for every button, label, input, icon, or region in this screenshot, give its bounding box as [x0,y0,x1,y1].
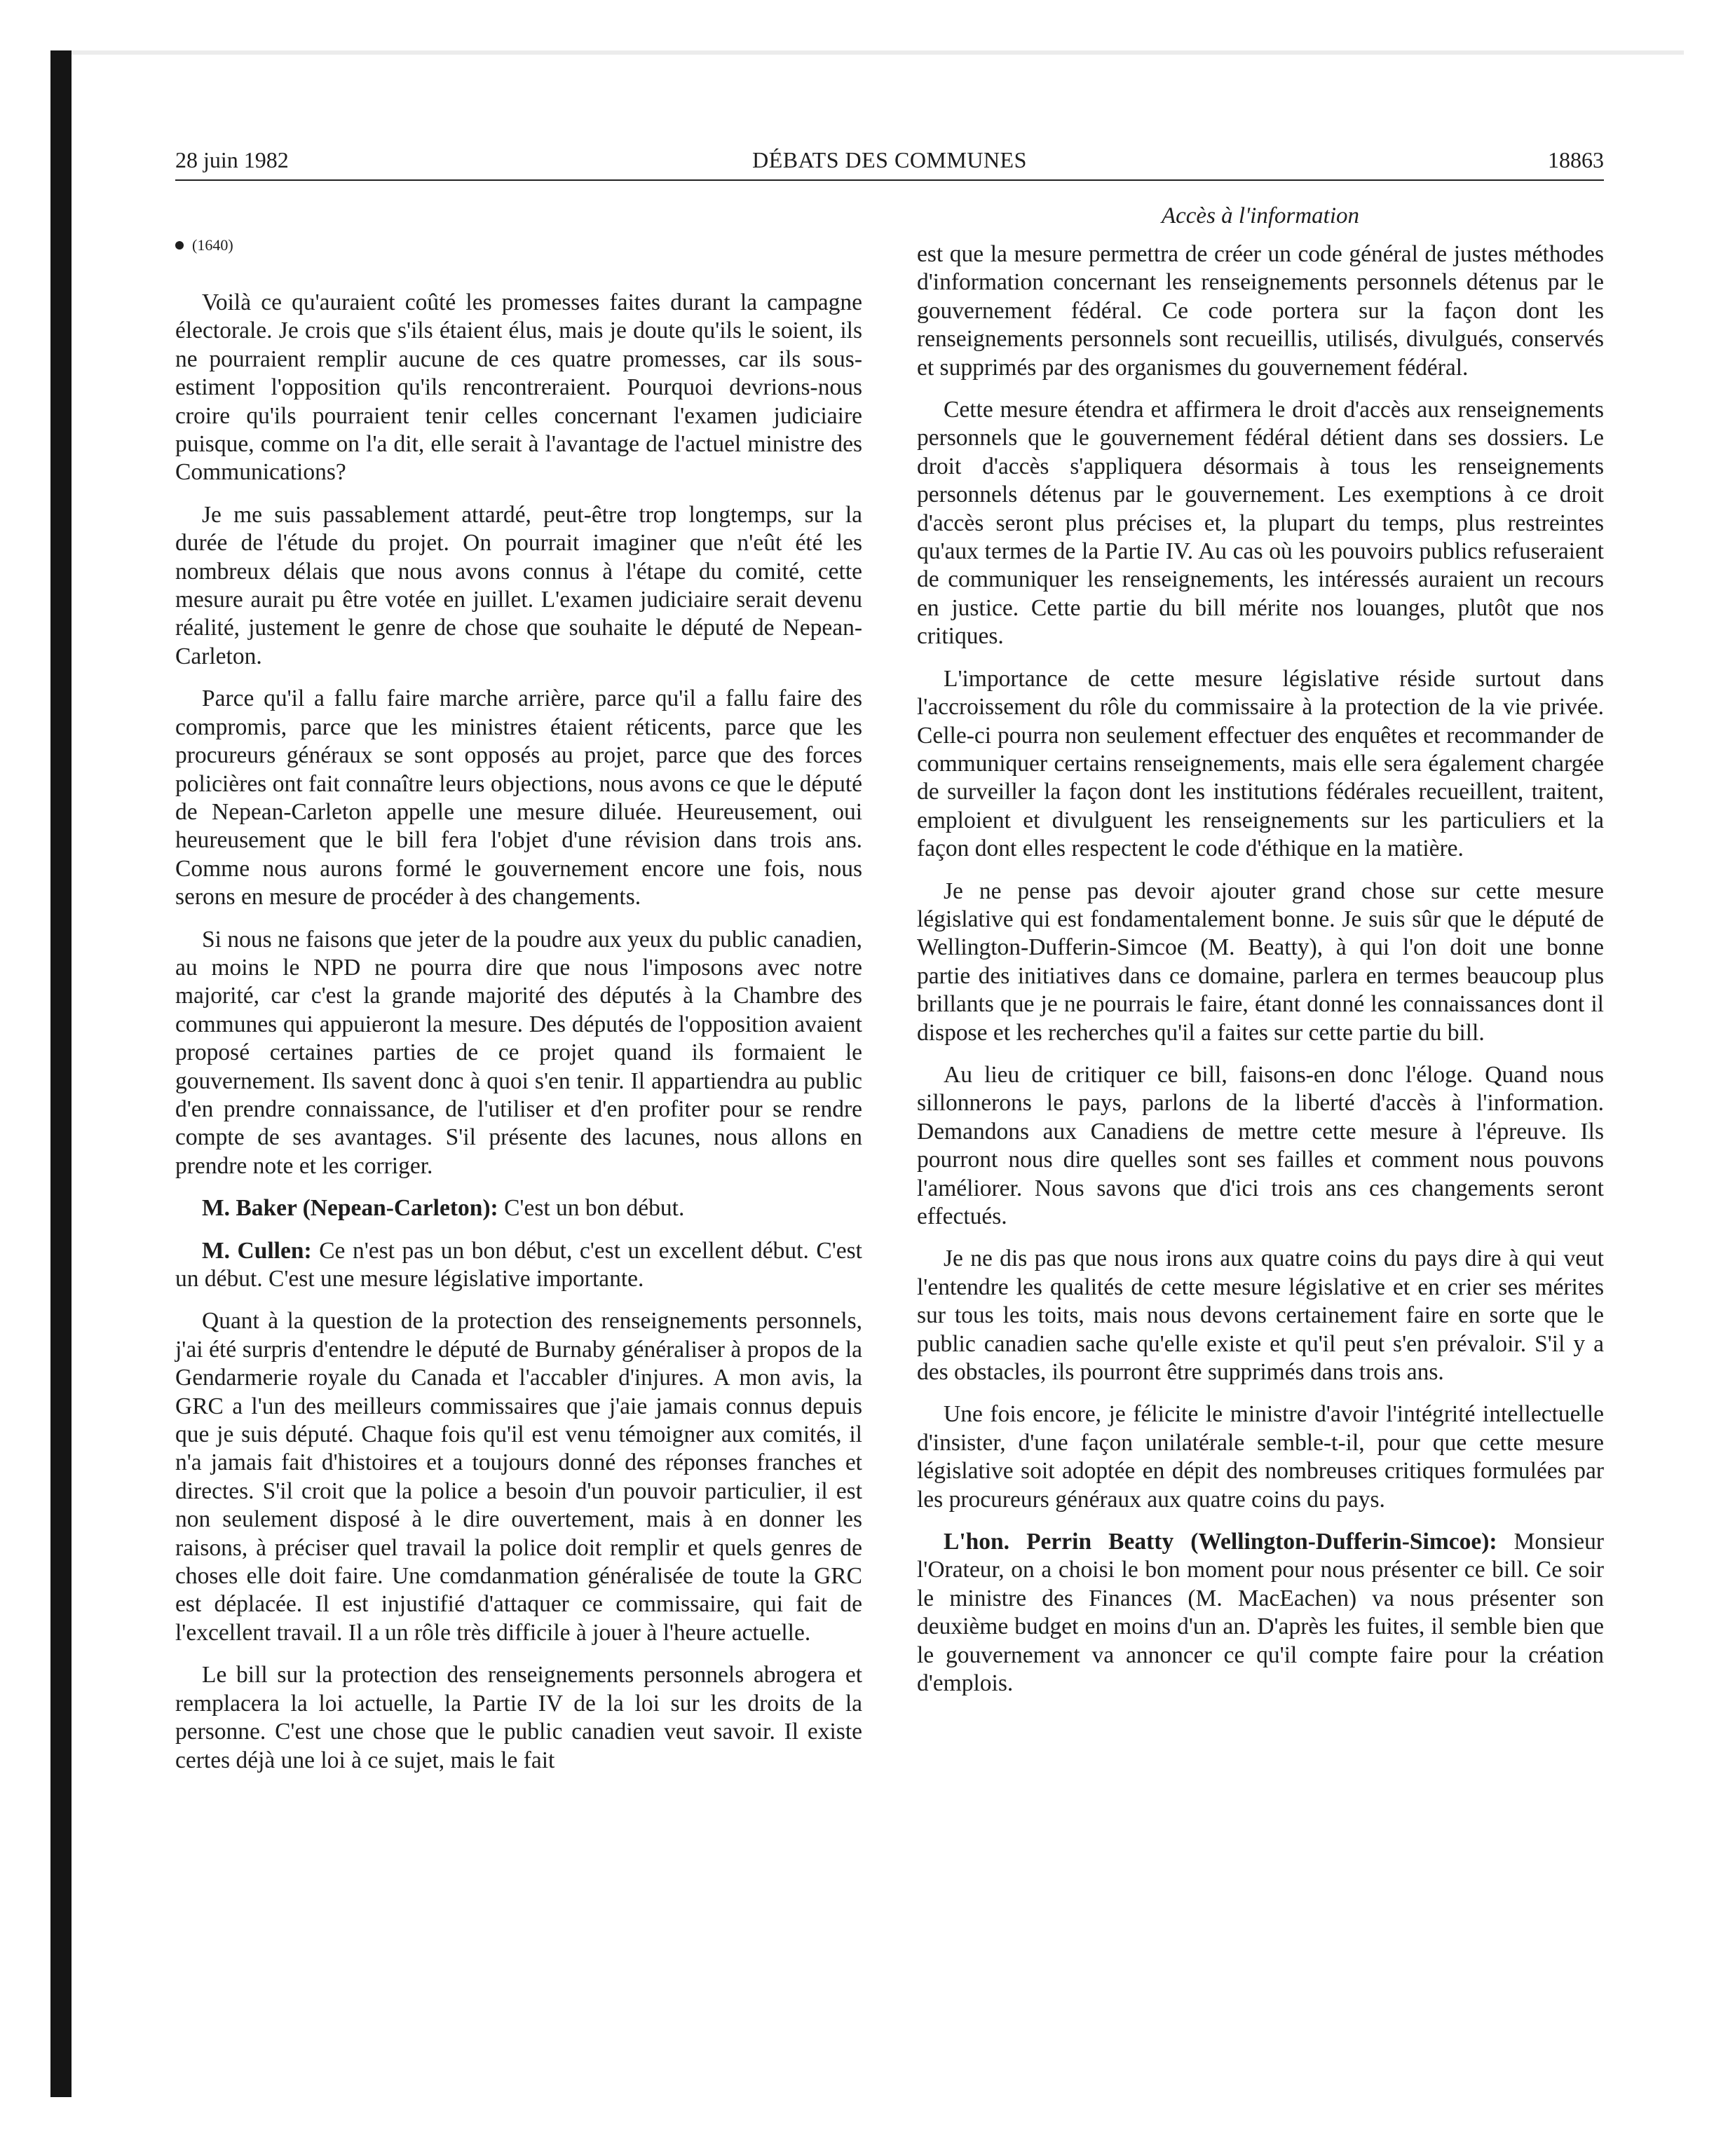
speaker-name: M. Cullen: [202,1237,312,1264]
paragraph: Je me suis passablement attardé, peut-être trop longtemps, sur la durée de l'étude du projet. On pourrait imaginer que n'eût été les nombreux délais que nous avons connus à l'étape du comité, cette mesure aurait pu être votée en juillet. L'examen judiciaire serait devenu réalité, justement le genre de chose que souhaite le député de Nepean-Carleton. [175,501,862,669]
paragraph: L'importance de cette mesure législative réside surtout dans l'accroissement du rôle du commissaire à la protection de la vie privée. Celle-ci pourra non seulement effectuer des enquêtes et recommander de communiquer certains renseignements, mais elle sera également chargée de surveiller la façon dont les institutions fédérales recueillent, traitent, emploient et divulguent les renseignements sur les particuliers et la façon dont elles respectent le code d'éthique en la matière. [917,665,1604,862]
right-column [917,240,1604,1712]
speech-text: C'est un bon début. [498,1195,685,1222]
speech-paragraph [175,1194,862,1222]
document-page [175,140,1604,2005]
paragraph: Parce qu'il a fallu faire marche arrière, parce qu'il a fallu faire des compromis, parce que les ministres étaient réticents, parce que les procureurs généraux se sont opposés au projet, parce que des forces policières ont fait connaître leurs objections, nous avons ce que le député de Nepean-Carleton appelle une mesure diluée. Heureusement, oui heureusement que le bill fera l'objet d'une révision dans trois ans. Comme nous aurons formé le gouvernement encore une fois, nous serons en mesure de procéder à des changements. [175,685,862,910]
paragraph: Voilà ce qu'auraient coûté les promesses faites durant la campagne électorale. Je crois que s'ils étaient élus, mais je doute qu'ils le soient, ils ne pourraient remplir aucune de ces quatre promesses, car ils sous-estiment l'opposition qu'ils rencontreraient. Pourquoi devrions-nous croire qu'ils pourraient tenir celles concernant l'examen judiciaire puisque, comme on l'a dit, elle serait à l'avantage de l'actuel ministre des Communications? [175,289,862,486]
paragraph: Cette mesure étendra et affirmera le droit d'accès aux renseignements personnels que le gouvernement fédéral détient dans ses dossiers. Le droit d'accès s'appliquera désormais à tous les renseignements personnels détenus par le gouvernement. Les exemptions à ce droit d'accès seront plus précises et, la plupart du temps, plus restreintes qu'aux termes de la Partie IV. Au cas où les pouvoirs publics refuseraient de communiquer les renseignements, les intéressés auraient un recours en justice. Cette partie du bill mérite nos louanges, plutôt que nos critiques. [917,397,1604,650]
speech-text: Ce n'est pas un bon début, c'est un excellent début. C'est un début. C'est une mesure législative importante. [175,1237,862,1292]
bullet-icon [175,241,184,250]
paragraph: Si nous ne faisons que jeter de la poudre aux yeux du public canadien, au moins le NPD ne pourra dire que nous l'imposons avec notre majorité, car c'est la grande majorité des députés à la Chambre des communes qui appuieront la mesure. Des députés de l'opposition avaient proposé certaines parties de ce projet quand ils formaient le gouvernement. Ils savent donc à quoi s'en tenir. Il appartiendra au public d'en prendre connaissance, de l'utiliser et d'en profiter pour se rendre compte de ses avantages. S'il présente des lacunes, nous allons en prendre note et les corriger. [175,926,862,1179]
paragraph: Le bill sur la protection des renseignements personnels abrogera et remplacera la loi actuelle, la Partie IV de la loi sur les droits de la personne. C'est une chose que le public canadien veut savoir. Il existe certes déjà une loi à ce sujet, mais le fait [175,1662,862,1773]
running-subhead: Accès à l'information [1161,203,1359,228]
paragraph: Au lieu de critiquer ce bill, faisons-en donc l'éloge. Quand nous sillonnerons le pays, parlons de la liberté d'accès à l'information. Demandons aux Canadiens de mettre cette mesure à l'épreuve. Ils pourront nous dire quelles sont ses failles et comment nous pouvons l'améliorer. Nous savons que d'ici trois ans ces changements seront effectués. [917,1061,1604,1229]
paragraph: Je ne pense pas devoir ajouter grand chose sur cette mesure législative qui est fondamentalement bonne. Je suis sûr que le député de Wellington-Dufferin-Simcoe (M. Beatty), à qui l'on doit une bonne partie des initiatives dans ce domaine, parlera en termes beaucoup plus brillants que je ne pourrais le faire, étant donné les connaissances dont il dispose et les recherches qu'il a faites sur cette partie du bill. [917,878,1604,1046]
header-title: DÉBATS DES COMMUNES [752,147,1027,172]
paragraph-continued: est que la mesure permettra de créer un code général de justes méthodes d'information concernant les renseignements personnels détenus par le gouvernement fédéral. Ce code portera sur la façon dont les renseignements personnels sont recueillis, utilisés, divulgués, conservés et supprimés par des organismes du gouvernement fédéral. [917,241,1604,381]
paragraph: Quant à la question de la protection des renseignements personnels, j'ai été surpris d'entendre le député de Burnaby généraliser à propos de la Gendarmerie royale du Canada et l'accabler d'injures. A mon avis, la GRC a l'un des meilleurs commissaires que j'aie jamais connus depuis que je suis député. Chaque fois qu'il est venu témoigner aux comités, il n'a jamais fait d'histoires et a toujours donné des réponses franches et directes. S'il croit que la police a besoin d'un pouvoir particulier, il est non seulement disposé à le dire ouvertement, mais à en donner les raisons, à préciser quel travail la police doit remplir et quels genres de choses elle doit faire. Une comdanmation généralisée de toute la GRC est déplacée. Il est injustifié d'attaquer ce commissaire, qui fait de l'excellent travail. Il a un rôle très difficile à jouer à l'heure actuelle. [175,1308,862,1646]
scan-top-edge [72,50,1684,55]
speaker-name: M. Baker (Nepean-Carleton): [202,1195,498,1222]
scan-edge-shadow [50,50,72,2097]
left-column [175,231,862,1789]
speaker-name: L'hon. Perrin Beatty (Wellington-Dufferin-Simcoe): [944,1529,1497,1555]
page-header [175,140,1604,181]
paragraph: Une fois encore, je félicite le ministre d'avoir l'intégrité intellectuelle d'insister, d'une façon unilatérale semble-t-il, pour que cette mesure législative soit adoptée en dépit des nombreuses critiques formulées par les procureurs généraux aux quatre coins du pays. [917,1401,1604,1513]
paragraph: Je ne dis pas que nous irons aux quatre coins du pays dire à qui veut l'entendre les qualités de cette mesure législative et en crier ses mérites sur tous les toits, mais nous devons certainement faire en sorte que le public canadien sache qu'elle existe et qu'il peut s'en prévaloir. S'il y a des obstacles, ils pourront être supprimés dans trois ans. [917,1246,1604,1386]
header-date: 28 juin 1982 [175,147,289,172]
time-marker-text: (1640) [192,236,233,254]
speech-paragraph [175,1237,862,1294]
time-marker [175,231,862,259]
speech-text: Monsieur l'Orateur, on a choisi le bon moment pour nous présenter ce bill. Ce soir le ministre des Finances (M. MacEachen) va nous présenter son deuxième budget en moins d'un an. D'après les fuites, il semble bien que le gouvernement va annoncer ce qu'il compte faire pour la création d'emplois. [917,1529,1604,1697]
header-page-number: 18863 [1548,147,1604,172]
speech-paragraph [917,1528,1604,1698]
